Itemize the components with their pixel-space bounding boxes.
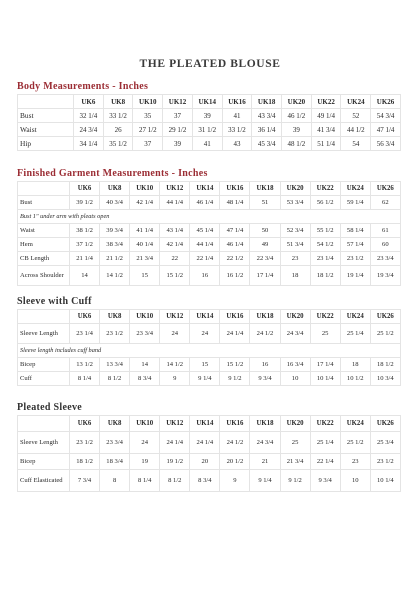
- measurement-cell: 10 3/4: [370, 372, 400, 386]
- measurement-cell: 39 3/4: [100, 224, 130, 238]
- measurement-cell: 23 1/2: [100, 324, 130, 344]
- measurement-cell: 37: [133, 137, 163, 151]
- measurement-cell: 31 1/2: [192, 123, 222, 137]
- size-header-cell: UK6: [70, 310, 100, 324]
- size-header-cell: UK14: [190, 182, 220, 196]
- measurement-cell: 24 1/4: [220, 324, 250, 344]
- measurement-cell: 52 3/4: [280, 224, 310, 238]
- size-header-cell: UK6: [74, 95, 104, 109]
- measurement-cell: 58 1/4: [340, 224, 370, 238]
- measurement-cell: 33 1/2: [103, 109, 133, 123]
- size-header-cell: UK18: [250, 416, 280, 432]
- body-measurements-table: [17, 94, 401, 151]
- measurement-cell: 51 3/4: [280, 238, 310, 252]
- size-header-cell: UK20: [280, 416, 310, 432]
- measurement-cell: 34 1/4: [74, 137, 104, 151]
- row-label: Bicep: [18, 358, 70, 372]
- body-measurements-section: [17, 81, 400, 151]
- measurement-cell: 22: [160, 252, 190, 266]
- size-header-cell: UK14: [190, 310, 220, 324]
- measurement-cell: 42 1/4: [130, 196, 160, 210]
- size-header-cell: UK12: [160, 182, 190, 196]
- size-header-cell: UK8: [100, 310, 130, 324]
- measurement-cell: 25: [280, 432, 310, 454]
- measurement-cell: 39 1/2: [70, 196, 100, 210]
- measurement-cell: 25 3/4: [370, 432, 400, 454]
- measurement-cell: 14 1/2: [160, 358, 190, 372]
- size-header-cell: UK12: [160, 310, 190, 324]
- pleated-sleeve-table: [17, 415, 401, 492]
- size-header-cell: UK6: [70, 182, 100, 196]
- measurement-cell: 13 3/4: [100, 358, 130, 372]
- size-header-cell: UK26: [371, 95, 401, 109]
- measurement-cell: 22 1/4: [190, 252, 220, 266]
- measurement-cell: 24 1/4: [190, 432, 220, 454]
- note-row: [18, 210, 401, 224]
- measurement-cell: 15: [130, 266, 160, 286]
- size-header-cell: UK18: [250, 182, 280, 196]
- row-label: Hip: [18, 137, 74, 151]
- row-label: Bust: [18, 196, 70, 210]
- measurement-cell: 15 1/2: [160, 266, 190, 286]
- table-note: Bust 1" under arm with pleats open: [18, 210, 401, 224]
- measurement-cell: 21: [250, 454, 280, 470]
- measurement-cell: 16: [250, 358, 280, 372]
- measurement-cell: 17 1/4: [250, 266, 280, 286]
- measurement-cell: 50: [250, 224, 280, 238]
- measurement-cell: 10: [340, 470, 370, 492]
- measurement-cell: 29 1/2: [163, 123, 193, 137]
- measurement-cell: 8: [100, 470, 130, 492]
- measurement-cell: 7 3/4: [70, 470, 100, 492]
- measurement-cell: 13 1/2: [70, 358, 100, 372]
- measurement-cell: 48 1/2: [282, 137, 312, 151]
- sleeve-with-cuff-section: [17, 296, 400, 386]
- row-label: Sleeve Length: [18, 324, 70, 344]
- size-header-cell: UK10: [130, 182, 160, 196]
- measurement-cell: 46 1/2: [282, 109, 312, 123]
- size-header-cell: UK24: [340, 182, 370, 196]
- row-label: Across Shoulder: [18, 266, 70, 286]
- measurement-cell: 9 3/4: [250, 372, 280, 386]
- measurement-cell: 24 1/2: [250, 324, 280, 344]
- measurement-cell: 57 1/4: [340, 238, 370, 252]
- size-header-row: [18, 416, 401, 432]
- measurement-cell: 8 1/4: [130, 470, 160, 492]
- table-row: [18, 196, 401, 210]
- measurement-cell: 19 1/2: [160, 454, 190, 470]
- measurement-cell: 23 1/2: [70, 432, 100, 454]
- measurement-cell: 19: [130, 454, 160, 470]
- measurement-cell: 51: [250, 196, 280, 210]
- measurement-cell: 23 1/2: [340, 252, 370, 266]
- measurement-cell: 8 1/4: [70, 372, 100, 386]
- measurement-cell: 24 3/4: [250, 432, 280, 454]
- measurement-cell: 16 3/4: [280, 358, 310, 372]
- measurement-cell: 38 1/2: [70, 224, 100, 238]
- measurement-cell: 24 1/4: [160, 432, 190, 454]
- measurement-cell: 10 1/4: [310, 372, 340, 386]
- measurement-cell: 54 1/2: [310, 238, 340, 252]
- measurement-cell: 40 3/4: [100, 196, 130, 210]
- corner-cell: [18, 310, 70, 324]
- measurement-cell: 39: [282, 123, 312, 137]
- measurement-cell: 43 1/4: [160, 224, 190, 238]
- measurement-cell: 32 1/4: [74, 109, 104, 123]
- measurement-cell: 10: [280, 372, 310, 386]
- row-label: CB Length: [18, 252, 70, 266]
- corner-cell: [18, 182, 70, 196]
- size-header-cell: UK20: [280, 310, 310, 324]
- measurement-cell: 10 1/4: [370, 470, 400, 492]
- measurement-cell: 55 1/2: [310, 224, 340, 238]
- measurement-cell: 23 3/4: [130, 324, 160, 344]
- measurement-cell: 33 1/2: [222, 123, 252, 137]
- measurement-cell: 46 1/4: [190, 196, 220, 210]
- measurement-cell: 16: [190, 266, 220, 286]
- measurement-cell: 23 3/4: [100, 432, 130, 454]
- measurement-cell: 22 1/2: [220, 252, 250, 266]
- size-header-cell: UK24: [340, 416, 370, 432]
- table-note: Sleeve length includes cuff band: [18, 344, 401, 358]
- measurement-cell: 18 1/2: [310, 266, 340, 286]
- sleeve-with-cuff-title: Sleeve with Cuff: [17, 296, 92, 307]
- measurement-cell: 9 1/4: [250, 470, 280, 492]
- table-row: [18, 372, 401, 386]
- measurement-cell: 41 3/4: [311, 123, 341, 137]
- measurement-cell: 23 3/4: [370, 252, 400, 266]
- measurement-cell: 35: [133, 109, 163, 123]
- size-header-cell: UK8: [103, 95, 133, 109]
- size-header-row: [18, 310, 401, 324]
- pleated-sleeve-title: Pleated Sleeve: [17, 402, 83, 413]
- sleeve-with-cuff-table: [17, 309, 401, 386]
- measurement-cell: 23 1/4: [310, 252, 340, 266]
- row-label: Hem: [18, 238, 70, 252]
- size-header-cell: UK22: [310, 310, 340, 324]
- size-header-cell: UK12: [163, 95, 193, 109]
- size-header-cell: UK12: [160, 416, 190, 432]
- measurement-cell: 37: [163, 109, 193, 123]
- measurement-cell: 54 3/4: [371, 109, 401, 123]
- measurement-cell: 24 3/4: [280, 324, 310, 344]
- size-header-cell: UK18: [250, 310, 280, 324]
- note-row: [18, 344, 401, 358]
- measurement-cell: 24: [130, 432, 160, 454]
- measurement-cell: 9: [220, 470, 250, 492]
- measurement-cell: 24 3/4: [74, 123, 104, 137]
- measurement-cell: 36 1/4: [252, 123, 282, 137]
- size-header-cell: UK26: [370, 416, 400, 432]
- table-row: [18, 432, 401, 454]
- measurement-cell: 21 3/4: [280, 454, 310, 470]
- measurement-cell: 9 1/4: [190, 372, 220, 386]
- measurement-cell: 44 1/4: [160, 196, 190, 210]
- measurement-cell: 25 1/2: [340, 432, 370, 454]
- measurement-cell: 41: [192, 137, 222, 151]
- size-header-cell: UK24: [341, 95, 371, 109]
- size-header-cell: UK10: [133, 95, 163, 109]
- size-header-cell: UK8: [100, 182, 130, 196]
- size-header-cell: UK22: [310, 416, 340, 432]
- measurement-cell: 24: [160, 324, 190, 344]
- measurement-cell: 18 1/2: [370, 358, 400, 372]
- table-row: [18, 224, 401, 238]
- size-header-cell: UK26: [370, 310, 400, 324]
- measurement-cell: 18 1/2: [70, 454, 100, 470]
- measurement-cell: 44 1/2: [341, 123, 371, 137]
- size-header-cell: UK22: [310, 182, 340, 196]
- size-header-cell: UK16: [220, 416, 250, 432]
- garment-measurements-title: Finished Garment Measurements - Inches: [17, 168, 208, 179]
- measurement-cell: 22 1/4: [310, 454, 340, 470]
- row-label: Bust: [18, 109, 74, 123]
- measurement-cell: 23: [280, 252, 310, 266]
- measurement-cell: 24: [190, 324, 220, 344]
- measurement-cell: 21 1/2: [100, 252, 130, 266]
- measurement-cell: 17 1/4: [310, 358, 340, 372]
- table-row: [18, 324, 401, 344]
- measurement-cell: 60: [370, 238, 400, 252]
- measurement-cell: 46 1/4: [220, 238, 250, 252]
- measurement-cell: 25 1/2: [370, 324, 400, 344]
- measurement-cell: 15 1/2: [220, 358, 250, 372]
- table-row: [18, 358, 401, 372]
- measurement-cell: 21 1/4: [70, 252, 100, 266]
- size-header-cell: UK16: [220, 310, 250, 324]
- measurement-cell: 56 1/2: [310, 196, 340, 210]
- corner-cell: [18, 95, 74, 109]
- size-header-cell: UK18: [252, 95, 282, 109]
- measurement-cell: 42 1/4: [160, 238, 190, 252]
- measurement-cell: 15: [190, 358, 220, 372]
- measurement-cell: 22 3/4: [250, 252, 280, 266]
- row-label: Cuff Elasticated: [18, 470, 70, 492]
- row-label: Cuff: [18, 372, 70, 386]
- measurement-cell: 39: [163, 137, 193, 151]
- size-header-cell: UK20: [282, 95, 312, 109]
- pleated-sleeve-section: [17, 402, 400, 492]
- measurement-cell: 45 3/4: [252, 137, 282, 151]
- measurement-cell: 9 1/2: [220, 372, 250, 386]
- measurement-cell: 18: [340, 358, 370, 372]
- size-header-cell: UK20: [280, 182, 310, 196]
- measurement-cell: 59 1/4: [340, 196, 370, 210]
- measurement-cell: 8 1/2: [160, 470, 190, 492]
- measurement-cell: 41 1/4: [130, 224, 160, 238]
- measurement-cell: 25 1/4: [340, 324, 370, 344]
- measurement-cell: 19 1/4: [340, 266, 370, 286]
- measurement-cell: 21 3/4: [130, 252, 160, 266]
- measurement-cell: 54: [341, 137, 371, 151]
- measurement-cell: 45 1/4: [190, 224, 220, 238]
- measurement-cell: 20: [190, 454, 220, 470]
- measurement-cell: 43: [222, 137, 252, 151]
- measurement-cell: 26: [103, 123, 133, 137]
- table-row: [18, 252, 401, 266]
- measurement-cell: 35 1/2: [103, 137, 133, 151]
- measurement-cell: 51 1/4: [311, 137, 341, 151]
- measurement-cell: 24 1/2: [220, 432, 250, 454]
- document-title: THE PLEATED BLOUSE: [139, 58, 281, 70]
- measurement-cell: 23: [340, 454, 370, 470]
- measurement-cell: 49 1/4: [311, 109, 341, 123]
- measurement-cell: 19 3/4: [370, 266, 400, 286]
- measurement-cell: 8 3/4: [130, 372, 160, 386]
- size-header-cell: UK16: [220, 182, 250, 196]
- size-header-cell: UK14: [192, 95, 222, 109]
- measurement-cell: 25: [310, 324, 340, 344]
- measurement-cell: 27 1/2: [133, 123, 163, 137]
- table-row: [18, 123, 401, 137]
- garment-measurements-table: [17, 181, 401, 286]
- body-measurements-title: Body Measurements - Inches: [17, 81, 149, 92]
- measurement-cell: 16 1/2: [220, 266, 250, 286]
- size-header-cell: UK26: [370, 182, 400, 196]
- garment-measurements-section: [17, 168, 400, 286]
- size-header-row: [18, 182, 401, 196]
- corner-cell: [18, 416, 70, 432]
- row-label: Waist: [18, 123, 74, 137]
- measurement-cell: 9: [160, 372, 190, 386]
- table-row: [18, 137, 401, 151]
- table-row: [18, 109, 401, 123]
- size-header-cell: UK16: [222, 95, 252, 109]
- measurement-cell: 25 1/4: [310, 432, 340, 454]
- size-header-cell: UK8: [100, 416, 130, 432]
- measurement-cell: 41: [222, 109, 252, 123]
- measurement-cell: 8 3/4: [190, 470, 220, 492]
- measurement-cell: 40 1/4: [130, 238, 160, 252]
- measurement-cell: 44 1/4: [190, 238, 220, 252]
- table-row: [18, 470, 401, 492]
- row-label: Bicep: [18, 454, 70, 470]
- measurement-cell: 37 1/2: [70, 238, 100, 252]
- measurement-cell: 9 3/4: [310, 470, 340, 492]
- measurement-cell: 62: [370, 196, 400, 210]
- measurement-cell: 39: [192, 109, 222, 123]
- table-row: [18, 266, 401, 286]
- measurement-cell: 9 1/2: [280, 470, 310, 492]
- size-header-cell: UK24: [340, 310, 370, 324]
- table-row: [18, 238, 401, 252]
- measurement-cell: 49: [250, 238, 280, 252]
- measurement-cell: 48 1/4: [220, 196, 250, 210]
- measurement-cell: 18 3/4: [100, 454, 130, 470]
- size-header-cell: UK22: [311, 95, 341, 109]
- measurement-cell: 23 1/2: [370, 454, 400, 470]
- measurement-cell: 23 1/4: [70, 324, 100, 344]
- size-header-cell: UK10: [130, 416, 160, 432]
- measurement-cell: 10 1/2: [340, 372, 370, 386]
- measurement-cell: 8 1/2: [100, 372, 130, 386]
- size-header-row: [18, 95, 401, 109]
- table-row: [18, 454, 401, 470]
- measurement-cell: 47 1/4: [220, 224, 250, 238]
- row-label: Sleeve Length: [18, 432, 70, 454]
- measurement-cell: 38 3/4: [100, 238, 130, 252]
- measurement-cell: 18: [280, 266, 310, 286]
- size-header-cell: UK14: [190, 416, 220, 432]
- measurement-cell: 43 3/4: [252, 109, 282, 123]
- measurement-cell: 56 3/4: [371, 137, 401, 151]
- size-header-cell: UK10: [130, 310, 160, 324]
- size-header-cell: UK6: [70, 416, 100, 432]
- measurement-cell: 20 1/2: [220, 454, 250, 470]
- measurement-cell: 14: [130, 358, 160, 372]
- measurement-cell: 52: [341, 109, 371, 123]
- measurement-cell: 14: [70, 266, 100, 286]
- row-label: Waist: [18, 224, 70, 238]
- measurement-cell: 47 1/4: [371, 123, 401, 137]
- measurement-cell: 14 1/2: [100, 266, 130, 286]
- measurement-cell: 53 3/4: [280, 196, 310, 210]
- measurement-cell: 61: [370, 224, 400, 238]
